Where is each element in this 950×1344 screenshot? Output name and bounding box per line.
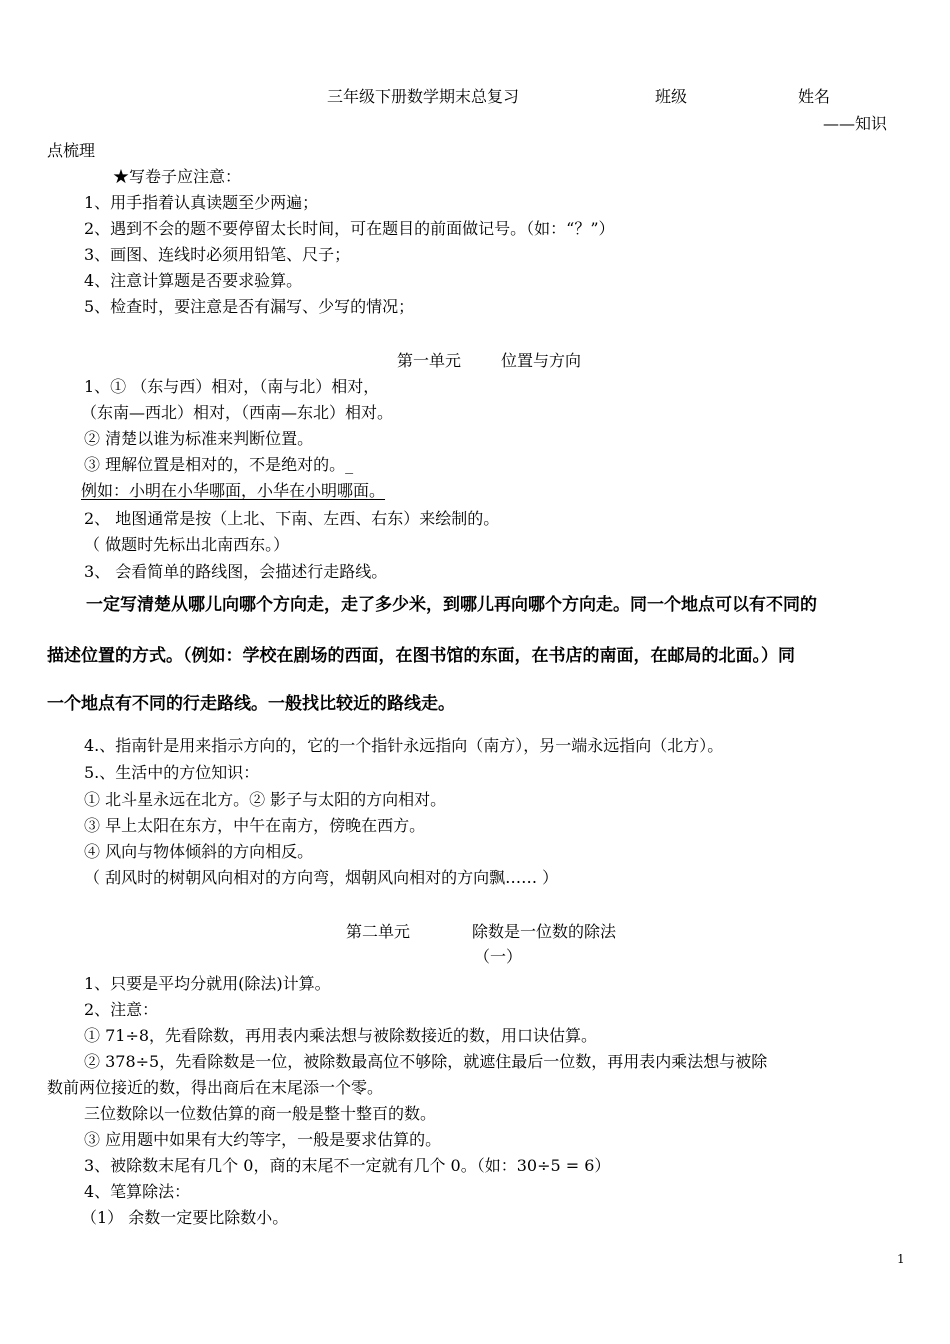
unit1-bold-line: 描述位置的方式。（例如：学校在剧场的西面，在图书馆的东面，在书店的南面，在邮局的北面。）同 <box>47 646 795 666</box>
unit1-line: ④ 风向与物体倾斜的方向相反。 <box>84 842 314 861</box>
unit1-line: ① 北斗星永远在北方。② 影子与太阳的方向相对。 <box>84 790 447 809</box>
unit2-line: ② 378÷5，先看除数是一位，被除数最高位不够除，就遮住最后一位数，再用表内乘法想与被除 <box>84 1052 768 1071</box>
unit1-line: ② 清楚以谁为标准来判断位置。 <box>84 429 314 448</box>
unit1-line: 5.、生活中的方位知识： <box>84 763 260 782</box>
unit1-bold-line: 一个地点有不同的行走路线。一般找比较近的路线走。 <box>47 694 455 714</box>
unit1-line: （ 刮风时的树朝风向相对的方向弯，烟朝风向相对的方向飘…… ） <box>84 868 559 887</box>
unit2-line: （1） 余数一定要比除数小。 <box>81 1208 289 1227</box>
note-item: 4、注意计算题是否要求验算。 <box>84 271 303 290</box>
unit1-line: 1、① （东与西）相对，（南与北）相对， <box>84 377 380 396</box>
unit1-topic: 位置与方向 <box>501 351 582 370</box>
unit1-line: 3、 会看简单的路线图，会描述行走路线。 <box>84 562 388 581</box>
subtitle-wrap: 点梳理 <box>47 141 96 160</box>
unit2-part: （一） <box>474 947 523 966</box>
unit1-line: （ 做题时先标出北南西东。） <box>84 535 290 554</box>
unit2-line: 2、注意： <box>84 1000 159 1019</box>
unit1-label: 第一单元 <box>397 351 462 370</box>
page-title: 三年级下册数学期末总复习 <box>327 87 520 106</box>
class-label: 班级 <box>655 87 688 106</box>
unit2-line: 3、被除数末尾有几个 0，商的末尾不一定就有几个 0。（如：30÷5 = 6） <box>84 1156 611 1175</box>
unit1-line: ③ 早上太阳在东方，中午在南方，傍晚在西方。 <box>84 816 426 835</box>
unit2-line: ③ 应用题中如果有大约等字，一般是要求估算的。 <box>84 1130 442 1149</box>
unit2-line: 三位数除以一位数估算的商一般是整十整百的数。 <box>84 1104 437 1123</box>
note-item: 1、用手指着认真读题至少两遍； <box>84 193 319 212</box>
notes-heading: ★写卷子应注意： <box>113 167 242 186</box>
unit2-line: 4、笔算除法： <box>84 1182 191 1201</box>
unit1-line: 2、 地图通常是按（上北、下南、左西、右东）来绘制的。 <box>84 509 500 528</box>
note-item: 3、画图、连线时必须用铅笔、尺子； <box>84 245 351 264</box>
unit2-line: 数前两位接近的数，得出商后在末尾添一个零。 <box>47 1078 384 1097</box>
note-item: 5、检查时，要注意是否有漏写、少写的情况； <box>84 297 415 316</box>
unit2-topic: 除数是一位数的除法 <box>472 922 617 941</box>
unit1-example: 例如：小明在小华哪面，小华在小明哪面。 <box>81 481 386 500</box>
note-item: 2、遇到不会的题不要停留太长时间，可在题目的前面做记号。（如：“？”） <box>84 219 615 238</box>
unit1-line: ③ 理解位置是相对的，不是绝对的。_ <box>84 455 354 474</box>
unit2-line: ① 71÷8，先看除数，再用表内乘法想与被除数接近的数，用口诀估算。 <box>84 1026 598 1045</box>
unit2-label: 第二单元 <box>346 922 411 941</box>
page-number: 1 <box>897 1252 905 1266</box>
name-label: 姓名 <box>798 87 831 106</box>
unit1-line: （东南—西北）相对，（西南—东北）相对。 <box>81 403 394 422</box>
unit2-line: 1、只要是平均分就用(除法)计算。 <box>84 974 331 993</box>
unit1-bold-line: 一定写清楚从哪儿向哪个方向走，走了多少米，到哪儿再向哪个方向走。同一个地点可以有不同的 <box>86 595 817 615</box>
subtitle-tail: ——知识 <box>823 114 888 133</box>
unit1-line: 4.、指南针是用来指示方向的，它的一个指针永远指向（南方），另一端永远指向（北方）。 <box>84 736 724 755</box>
